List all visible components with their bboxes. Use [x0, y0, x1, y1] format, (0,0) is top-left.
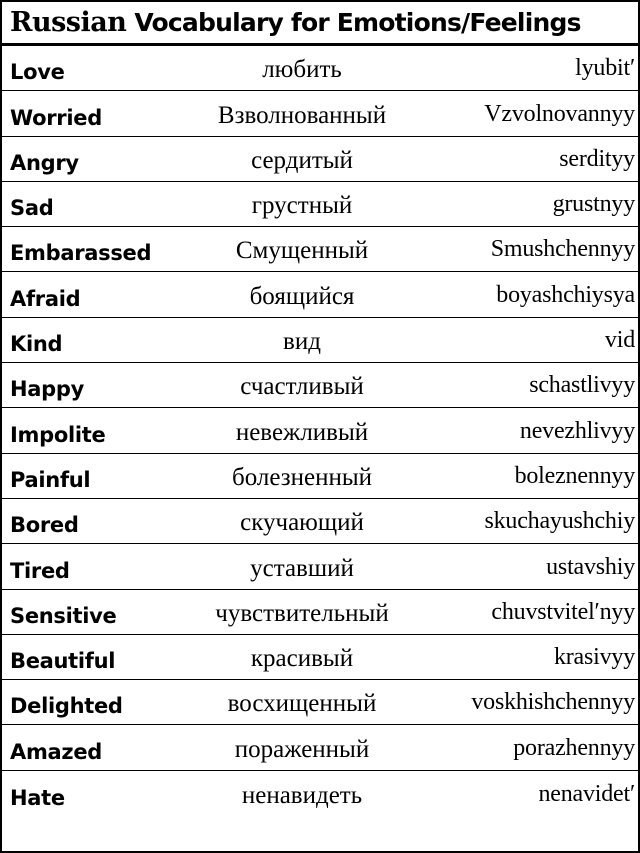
table-row	[2, 363, 638, 408]
table-row	[2, 499, 638, 544]
russian-word: сердитый	[251, 146, 353, 174]
english-word: Angry	[10, 150, 79, 175]
table-row	[2, 590, 638, 635]
title-russian: Russian	[10, 7, 127, 38]
russian-word: невежливый	[235, 418, 369, 446]
russian-word: скучающий	[240, 509, 364, 537]
transliteration: porazhennyy	[513, 734, 635, 761]
table-row	[2, 182, 638, 227]
english-word: Happy	[10, 377, 84, 402]
transliteration: grustnyy	[552, 191, 635, 218]
english-word: Bored	[10, 513, 79, 538]
russian-word: Смущенный	[235, 237, 369, 265]
russian-word: ненавидеть	[241, 782, 363, 810]
table-row	[2, 771, 638, 816]
russian-word: пораженный	[234, 735, 370, 763]
english-word: Beautiful	[10, 649, 116, 674]
table-row	[2, 272, 638, 317]
english-word: Afraid	[10, 286, 81, 311]
transliteration: vid	[604, 327, 635, 354]
english-word: Worried	[10, 105, 102, 130]
russian-word: чувствительный	[215, 599, 389, 627]
transliteration: Vzvolnovannyy	[484, 100, 635, 127]
russian-word: красивый	[250, 645, 354, 673]
english-word: Tired	[10, 558, 70, 583]
table-row	[2, 544, 638, 589]
transliteration: serdityy	[559, 145, 635, 172]
english-word: Embarassed	[10, 241, 152, 266]
table-row	[2, 408, 638, 453]
table-row	[2, 91, 638, 136]
russian-word: уставший	[250, 554, 354, 582]
russian-word: грустный	[251, 192, 353, 220]
english-word: Love	[10, 60, 65, 85]
transliteration: schastlivyy	[529, 372, 635, 399]
russian-word: боящийся	[249, 282, 355, 310]
transliteration: nenavidet′	[538, 781, 635, 808]
english-word: Amazed	[10, 739, 103, 764]
transliteration: chuvstvitel′nyy	[491, 598, 635, 625]
transliteration: voskhishchennyy	[471, 689, 635, 716]
table-row	[2, 318, 638, 363]
table-row	[2, 725, 638, 770]
english-word: Hate	[10, 786, 65, 811]
russian-word: Взволнованный	[217, 101, 387, 129]
english-word: Sad	[10, 196, 54, 221]
transliteration: boleznennyy	[514, 462, 635, 489]
transliteration: Smushchennyy	[490, 236, 635, 263]
table-row	[2, 454, 638, 499]
transliteration: skuchayushchiy	[484, 508, 635, 535]
table-row	[2, 46, 638, 91]
russian-word: болезненный	[231, 463, 373, 491]
russian-word: вид	[283, 328, 321, 356]
english-word: Sensitive	[10, 603, 117, 628]
transliteration: nevezhlivyy	[519, 417, 635, 444]
table-row	[2, 137, 638, 182]
title-vocabulary: Vocabulary for Emotions/Feelings	[134, 8, 581, 37]
transliteration: lyubit′	[575, 55, 635, 82]
transliteration: krasivyy	[553, 644, 635, 671]
english-word: Kind	[10, 332, 63, 357]
table-row	[2, 635, 638, 680]
english-word: Delighted	[10, 694, 123, 719]
table-row	[2, 680, 638, 725]
transliteration: boyashchiysya	[496, 281, 635, 308]
english-word: Painful	[10, 467, 91, 492]
russian-word: восхищенный	[227, 690, 377, 718]
russian-word: счастливый	[240, 373, 364, 401]
russian-word: любить	[262, 56, 342, 84]
table-row	[2, 227, 638, 272]
vocabulary-table	[2, 46, 638, 816]
english-word: Impolite	[10, 422, 106, 447]
title-bar	[2, 2, 638, 46]
transliteration: ustavshiy	[546, 553, 635, 580]
